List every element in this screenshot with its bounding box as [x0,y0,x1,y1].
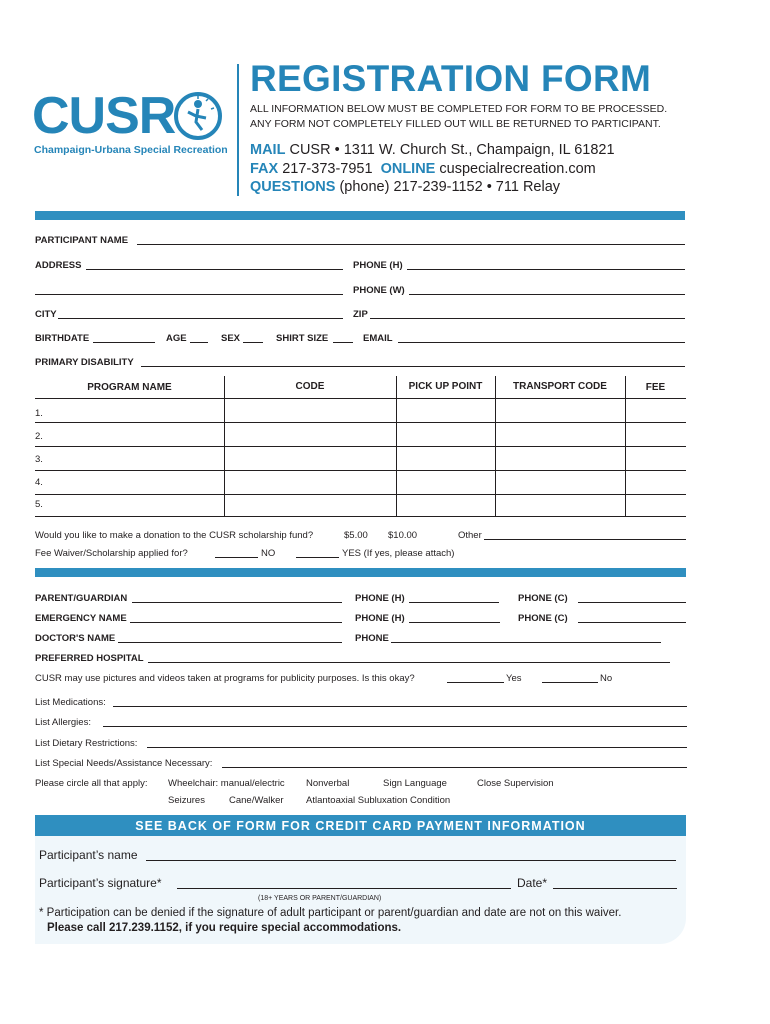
preferred-hospital-label: PREFERRED HOSPITAL [35,653,144,664]
fax-line [250,161,596,177]
logo-text: CUSR [32,87,176,145]
sun-figure-icon [172,90,224,142]
medications-field[interactable] [113,706,687,707]
participant-signature-label: Participant’s signature* [39,876,162,890]
special-needs-field[interactable] [222,767,687,768]
mail-line [250,142,615,158]
logo-subtitle: Champaign-Urbana Special Recreation [34,144,228,156]
form-title: REGISTRATION FORM [250,58,652,99]
option-wheelchair[interactable]: Wheelchair: manual/electric [168,778,285,789]
parent-guardian-label: PARENT/GUARDIAN [35,593,128,604]
parent-guardian-field[interactable] [132,602,342,603]
mail-label: MAIL [250,142,286,158]
donation-question: Would you like to make a donation to the CUSR scholarship fund? [35,530,314,541]
participant-name-sign-field[interactable] [146,860,676,861]
primary-disability-label: PRIMARY DISABILITY [35,357,134,368]
cusr-logo [32,87,228,160]
participant-signature-field[interactable] [177,888,511,889]
email-field[interactable] [398,342,685,343]
preferred-hospital-field[interactable] [148,662,670,663]
zip-field[interactable] [370,318,685,319]
date-field[interactable] [553,888,677,889]
birthdate-label: BIRTHDATE [35,333,90,344]
sex-label: SEX [221,333,241,344]
shirt-size-label: SHIRT SIZE [276,333,329,344]
phone-w-label: PHONE (W) [353,285,405,296]
table-row[interactable]: 1. [35,408,43,419]
option-atlantoaxial[interactable]: Atlantoaxial Subluxation Condition [306,795,451,806]
table-row[interactable]: 5. [35,499,43,510]
col-program-name: PROGRAM NAME [87,382,172,393]
option-seizures[interactable]: Seizures [168,795,205,806]
participant-name-label: PARTICIPANT NAME [35,235,129,246]
disclaimer-text: * Participation can be denied if the signature of adult participant or parent/guardian and date are not on this waiver. [39,907,622,919]
col-transport-code: TRANSPORT CODE [513,381,607,392]
parent-phone-h-label: PHONE (H) [355,593,405,604]
waiver-yes-label: YES (If yes, please attach) [342,548,455,559]
circle-apply-label: Please circle all that apply: [35,778,148,789]
fax-label: FAX [250,161,279,177]
zip-label: ZIP [353,309,368,320]
age-label: AGE [166,333,187,344]
fee-waiver-question: Fee Waiver/Scholarship applied for? [35,548,188,559]
special-needs-label: List Special Needs/Assistance Necessary: [35,758,213,769]
primary-disability-field[interactable] [141,366,685,367]
col-fee: FEE [645,382,666,393]
sex-field[interactable] [243,342,263,343]
waiver-no-field[interactable] [215,557,258,558]
allergies-field[interactable] [103,726,687,727]
address-field[interactable] [86,269,343,270]
questions-line [250,179,560,195]
accommodations-text: Please call 217.239.1152, if you require special accommodations. [47,922,402,934]
address-label: ADDRESS [35,260,82,271]
city-label: CITY [35,309,57,320]
address-line-2[interactable] [35,294,343,295]
participant-name-field[interactable] [137,244,685,245]
doctor-name-field[interactable] [118,642,342,643]
table-row[interactable]: 4. [35,477,43,488]
parent-phone-c-field[interactable] [578,602,686,603]
age-note: (18+ YEARS OR PARENT/GUARDIAN) [258,895,382,902]
emergency-phone-h-label: PHONE (H) [355,613,405,624]
emergency-name-label: EMERGENCY NAME [35,613,127,624]
notice-line-1: ALL INFORMATION BELOW MUST BE COMPLETED FOR FORM TO BE PROCESSED. [250,103,668,115]
waiver-no-label: NO [261,548,276,559]
phone-h-label: PHONE (H) [353,260,403,271]
online-url: cuspecialrecreation.com [439,161,596,177]
donation-other-label: Other [458,530,482,541]
notice-line-2: ANY FORM NOT COMPLETELY FILLED OUT WILL BE RETURNED TO PARTICIPANT. [250,118,661,130]
col-code: CODE [295,381,325,392]
section-bar-top [35,211,685,220]
dietary-label: List Dietary Restrictions: [35,738,138,749]
email-label: EMAIL [363,333,393,344]
doctor-name-label: DOCTOR'S NAME [35,633,116,644]
option-cane-walker[interactable]: Cane/Walker [229,795,284,806]
online-label: ONLINE [380,161,436,177]
option-nonverbal[interactable]: Nonverbal [306,778,350,789]
mail-address: CUSR • 1311 W. Church St., Champaign, IL 61821 [289,142,615,158]
payment-banner-text: SEE BACK OF FORM FOR CREDIT CARD PAYMENT INFORMATION [135,819,586,833]
header-divider [237,64,239,196]
emergency-phone-h-field[interactable] [409,622,500,623]
birthdate-field[interactable] [93,342,155,343]
participant-name-sign-label: Participant’s name [39,848,138,862]
option-close-supervision[interactable]: Close Supervision [477,778,554,789]
emergency-phone-c-label: PHONE (C) [518,613,568,624]
parent-phone-c-label: PHONE (C) [518,593,568,604]
photo-no-field[interactable] [542,682,598,683]
shirt-size-field[interactable] [333,342,353,343]
city-field[interactable] [58,318,343,319]
photo-no-label: No [600,673,613,684]
age-field[interactable] [190,342,208,343]
photo-yes-field[interactable] [447,682,504,683]
col-pickup-point: PICK UP POINT [408,381,483,392]
parent-phone-h-field[interactable] [409,602,499,603]
doctor-phone-label: PHONE [355,633,389,644]
phone-h-field[interactable] [407,269,685,270]
doctor-phone-field[interactable] [391,642,661,643]
donation-5-option[interactable]: $5.00 [344,530,368,541]
option-sign-language[interactable]: Sign Language [383,778,447,789]
allergies-label: List Allergies: [35,717,91,728]
dietary-field[interactable] [147,747,687,748]
program-table [35,376,686,517]
table-row[interactable]: 3. [35,454,43,465]
questions-text: (phone) 217-239-1152 • 711 Relay [339,179,561,195]
donation-other-field[interactable] [484,539,686,540]
phone-w-field[interactable] [409,294,685,295]
date-label: Date* [517,876,548,890]
photo-consent-question: CUSR may use pictures and videos taken at programs for publicity purposes. Is this okay? [35,673,415,684]
fax-number: 217-373-7951 [282,161,373,177]
questions-label: QUESTIONS [250,179,336,195]
photo-yes-label: Yes [506,673,522,684]
waiver-yes-field[interactable] [296,557,339,558]
emergency-phone-c-field[interactable] [578,622,686,623]
donation-10-option[interactable]: $10.00 [388,530,418,541]
table-row[interactable]: 2. [35,431,43,442]
section-bar-middle [35,568,686,577]
emergency-name-field[interactable] [130,622,342,623]
medications-label: List Medications: [35,697,106,708]
